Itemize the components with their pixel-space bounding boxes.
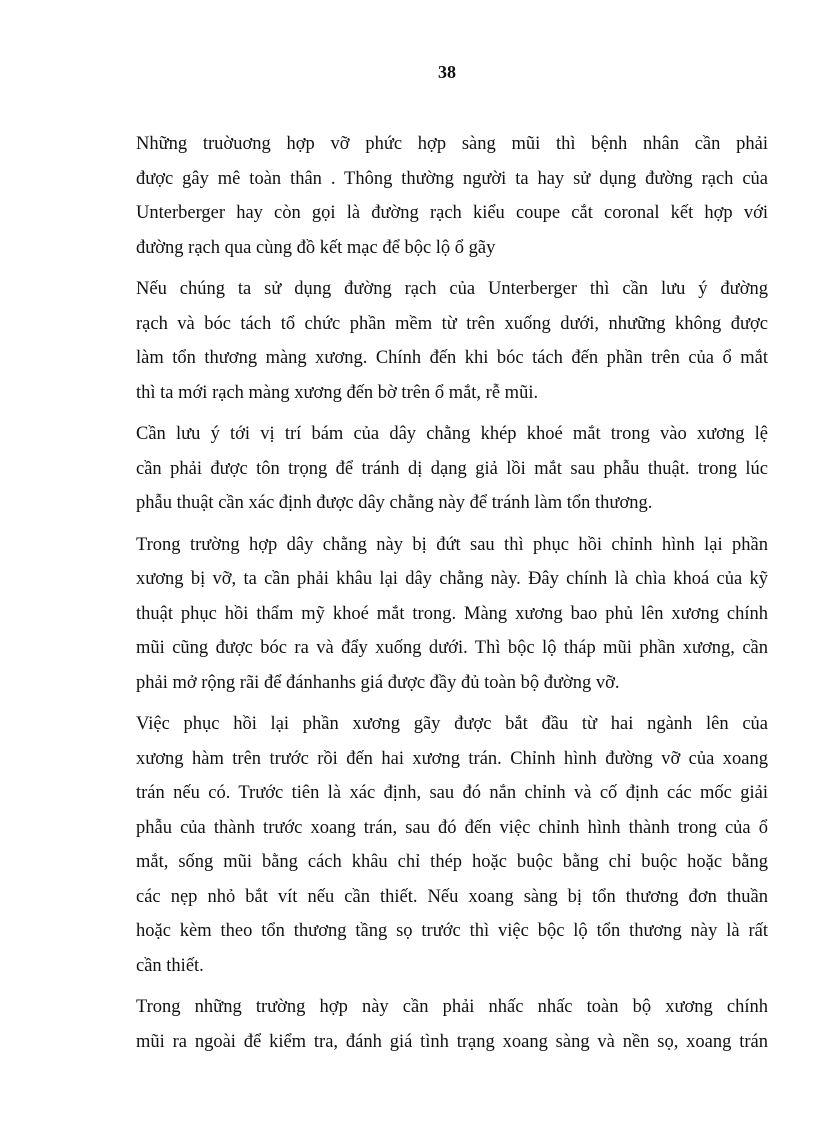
paragraph-line: hoặc kèm theo tổn thương tầng sọ trước thì việc bộc lộ tổn thương này là rất [136,921,768,941]
paragraph-line: mũi cũng được bóc ra và đẩy xuống dưới. Thì bộc lộ tháp mũi phần xương, cần [136,638,768,658]
paragraph-line: rạch và bóc tách tổ chức phần mềm từ trên xuống dưới, nhưững không được [136,313,768,334]
paragraph-line: phẫu thuật cần xác định được dây chằng này để tránh làm tổn thương. [136,493,653,513]
paragraph-line: phải mở rộng rãi để đánhanhs giá được đầy đủ toàn bộ đường vỡ. [136,672,620,693]
paragraph-line: xương hàm trên trước rồi đến hai xương trán. Chỉnh hình đường vỡ của xoang [136,748,768,769]
page-number: 38 [438,62,456,82]
paragraph-6 [136,990,768,1059]
paragraph-line: cần thiết. [136,955,204,976]
paragraph-line: Cần lưu ý tới vị trí bám của dây chằng khép khoé mắt trong vào xương lệ [136,424,768,444]
paragraph-line: Những truờuơng hợp vỡ phức hợp sàng mũi thì bệnh nhân cần phải [136,134,768,154]
paragraph-line: làm tổn thương màng xương. Chính đến khi bóc tách đến phần trên của ổ mắt [136,348,768,368]
paragraph-line: cần phải được tôn trọng để tránh dị dạng giả lồi mắt sau phẫu thuật. trong lúc [136,458,768,479]
paragraph-line: xương bị vỡ, ta cần phải khâu lại dây chằng này. Đây chính là chìa khoá của kỹ [136,569,768,589]
document-body [136,127,768,1066]
paragraph-line: mũi ra ngoài để kiểm tra, đánh giá tình trạng xoang sàng và nền sọ, xoang trán [136,1031,768,1052]
paragraph-line: trán nếu có. Trước tiên là xác định, sau đó nắn chỉnh và cố định các mốc giải [136,783,768,803]
paragraph-4 [136,528,768,701]
paragraph-line: mắt, sống mũi bằng cách khâu chỉ thép hoặc buộc bằng chỉ buộc hoặc bằng [136,852,768,872]
paragraph-line: được gây mê toàn thân . Thông thường người ta hay sử dụng đường rạch của [136,168,768,189]
paragraph-line: thì ta mới rạch màng xương đến bờ trên ổ mắt, rễ mũi. [136,382,539,403]
paragraph-5 [136,707,768,983]
paragraph-2 [136,272,768,410]
paragraph-line: các nẹp nhỏ bắt vít nếu cần thiết. Nếu xoang sàng bị tổn thương đơn thuần [136,886,768,907]
paragraph-1 [136,127,768,265]
paragraph-line: đường rạch qua cùng đồ kết mạc để bộc lộ ổ gãy [136,237,496,258]
paragraph-line: Trong những trường hợp này cần phải nhấc nhấc toàn bộ xương chính [136,997,768,1017]
paragraph-3 [136,417,768,521]
paragraph-line: Unterberger hay còn gọi là đường rạch kiểu coupe cắt coronal kết hợp với [136,203,768,223]
paragraph-line: thuật phục hồi thẩm mỹ khoé mắt trong. Màng xương bao phủ lên xương chính [136,603,768,624]
paragraph-line: phẫu của thành trước xoang trán, sau đó đến việc chỉnh hình thành trong của ổ [136,817,768,838]
paragraph-line: Việc phục hồi lại phần xương gãy được bắt đầu từ hai ngành lên của [136,714,768,734]
paragraph-line: Trong trường hợp dây chằng này bị đứt sau thì phục hồi chỉnh hình lại phần [136,534,768,555]
paragraph-line: Nếu chúng ta sử dụng đường rạch của Unterberger thì cần lưu ý đường [136,279,768,299]
